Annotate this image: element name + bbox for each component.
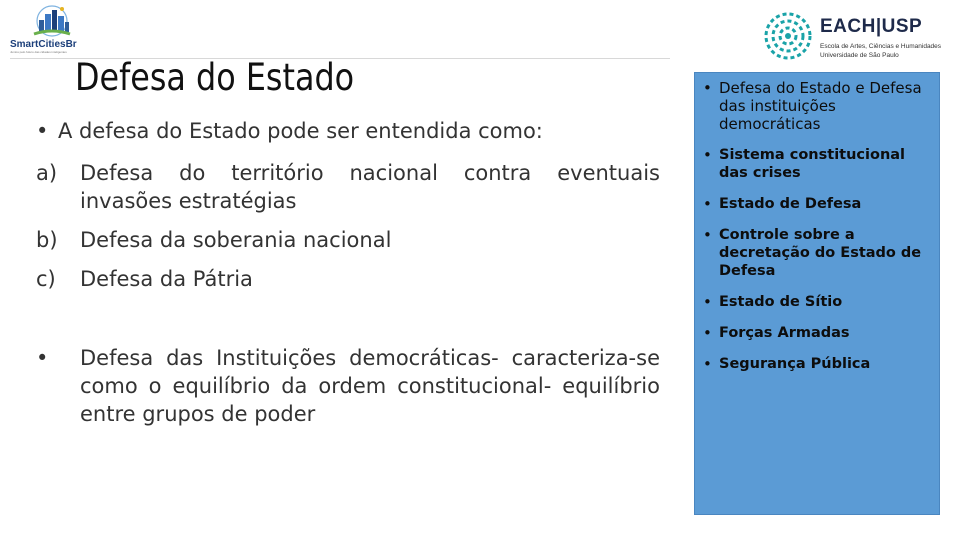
- smartcitiesbr-logo: [8, 4, 98, 52]
- list-marker: c): [36, 267, 56, 291]
- list-item-text: Defesa do território nacional contra eventuais invasões estratégias: [80, 161, 660, 213]
- slide-body: [36, 117, 660, 428]
- topics-panel: [694, 72, 940, 515]
- logo-brand-text: SmartCitiesBr: [10, 39, 77, 50]
- panel-item-text: Sistema constitucional das crises: [719, 147, 906, 181]
- panel-item-text: Controle sobre a decretação do Estado de Defesa: [719, 227, 922, 279]
- each-usp-logo: [762, 8, 942, 64]
- panel-item: [703, 355, 929, 373]
- bullet-marker: •: [36, 346, 49, 370]
- list-marker: b): [36, 228, 58, 252]
- logo-tagline: Juntos pelo futuro das cidades inteligentes: [10, 50, 67, 54]
- panel-item: [703, 324, 929, 342]
- panel-item-text: Estado de Defesa: [719, 196, 862, 212]
- list-item-text: Defesa da soberania nacional: [80, 228, 392, 252]
- list-item-institutions: [36, 344, 660, 428]
- panel-item: [703, 293, 929, 311]
- panel-item-text: Segurança Pública: [719, 356, 871, 372]
- list-item: [36, 159, 660, 215]
- intro-text: A defesa do Estado pode ser entendida como:: [58, 119, 543, 143]
- panel-item-text: Forças Armadas: [719, 325, 850, 341]
- each-rosette-icon: [762, 10, 814, 62]
- logo-name: EACH|USP: [820, 16, 923, 37]
- list-item: [36, 226, 660, 254]
- bullet-marker: •: [703, 79, 712, 97]
- bullet-marker: •: [703, 324, 712, 342]
- bullet-marker: •: [703, 146, 712, 164]
- slide-title: Defesa do Estado: [75, 56, 355, 99]
- panel-item: [703, 195, 929, 213]
- logo-subtitle: Universidade de São Paulo: [820, 52, 899, 59]
- list-item-text: Defesa das Instituições democráticas- caracteriza-se como o equilíbrio da ordem constitucional- equilíbrio entre grupos de poder: [80, 346, 660, 426]
- bullet-marker: •: [36, 119, 49, 143]
- panel-item: [703, 146, 929, 182]
- panel-item-text: Estado de Sítio: [719, 294, 843, 310]
- bullet-marker: •: [703, 195, 712, 213]
- list-marker: a): [36, 161, 58, 185]
- panel-item-text: Defesa do Estado e Defesa das instituições democráticas: [719, 79, 922, 133]
- bullet-marker: •: [703, 355, 712, 373]
- logo-subtitle: Escola de Artes, Ciências e Humanidades: [820, 43, 942, 50]
- panel-item: [703, 226, 929, 280]
- bullet-marker: •: [703, 293, 712, 311]
- bullet-marker: •: [703, 226, 712, 244]
- list-item-text: Defesa da Pátria: [80, 267, 253, 291]
- city-skyline-icon: [22, 4, 82, 38]
- intro-bullet: [36, 117, 660, 145]
- list-item: [36, 265, 660, 293]
- panel-item: [703, 79, 929, 133]
